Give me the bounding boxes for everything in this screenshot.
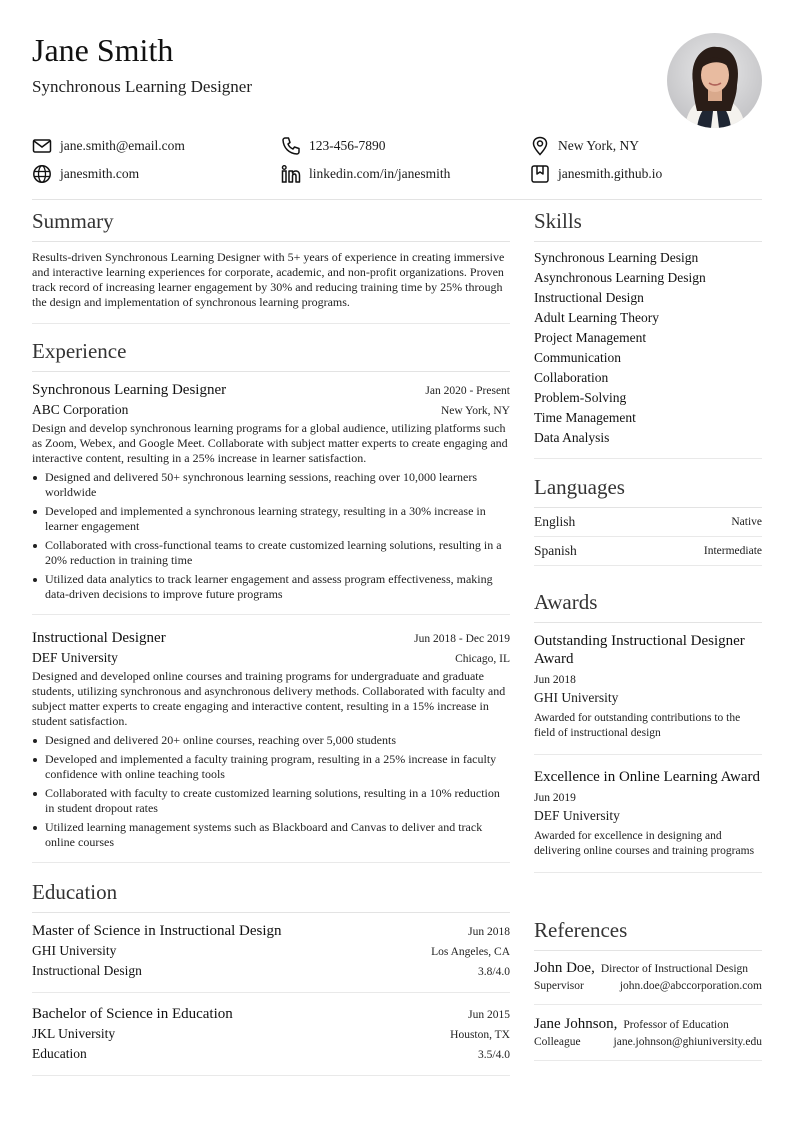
job-dates: Jan 2020 - Present (425, 385, 510, 397)
skill-item: Synchronous Learning Design (534, 250, 699, 265)
skill-item: Adult Learning Theory (534, 310, 659, 325)
field-of-study: Instructional Design (32, 963, 142, 978)
award-organization: DEF University (534, 808, 620, 823)
job-bullet: Developed and implemented a faculty training program, resulting in a 25% increase in faculty confidence with online teaching tools (32, 752, 510, 782)
skill-item: Communication (534, 350, 621, 365)
contact-linkedin-text: linkedin.com/in/janesmith (309, 166, 451, 181)
github-icon (530, 164, 550, 184)
resume-page (32, 0, 762, 1061)
job-company: DEF University (32, 650, 118, 665)
experience-entry (32, 628, 510, 863)
education-date: Jun 2015 (468, 1009, 510, 1021)
contact-location-text: New York, NY (558, 138, 640, 153)
mail-icon (32, 136, 52, 156)
candidate-title: Synchronous Learning Designer (32, 77, 253, 96)
contact-website[interactable] (32, 162, 139, 186)
job-bullet: Utilized learning management systems such as Blackboard and Canvas to deliver and track online courses (32, 820, 510, 850)
education-rule (32, 912, 510, 913)
language-level: Intermediate (703, 545, 762, 557)
awards-heading: Awards (534, 590, 598, 614)
language-name: English (534, 514, 576, 529)
experience-rule (32, 371, 510, 372)
job-bullets (32, 733, 510, 850)
skill-item: Project Management (534, 330, 647, 345)
skill-item: Asynchronous Learning Design (534, 270, 706, 285)
gpa: 3.8/4.0 (478, 966, 510, 978)
education-section (32, 879, 510, 1061)
language-level: Native (731, 516, 762, 528)
degree: Bachelor of Science in Education (32, 1006, 233, 1022)
languages-heading: Languages (534, 475, 625, 499)
job-location: Chicago, IL (455, 653, 510, 665)
languages-section (534, 474, 762, 566)
reference-relation: Supervisor (534, 980, 584, 992)
reference-relation: Colleague (534, 1036, 581, 1048)
contact-github-text: janesmith.github.io (558, 166, 663, 181)
job-dates: Jun 2018 - Dec 2019 (414, 633, 510, 645)
job-role: Synchronous Learning Designer (32, 382, 227, 398)
job-company: ABC Corporation (32, 402, 129, 417)
skill-item: Time Management (534, 410, 636, 425)
job-bullet: Developed and implemented a synchronous learning strategy, resulting in a 30% increase in learner engagement (32, 504, 510, 534)
language-name: Spanish (534, 543, 577, 558)
candidate-name: Jane Smith (32, 32, 174, 68)
award-entry (534, 632, 762, 755)
job-bullet: Collaborated with cross-functional teams to create customized learning solutions, resulting in a 20% reduction in training time (32, 538, 510, 568)
language-row (534, 537, 762, 566)
skills-heading: Skills (534, 209, 582, 233)
contact-website-text: janesmith.com (60, 166, 140, 181)
linkedin-icon (281, 164, 301, 184)
school: GHI University (32, 943, 117, 958)
reference-position: Director of Instructional Design (600, 963, 749, 975)
skill-item: Data Analysis (534, 430, 610, 445)
education-entry (32, 1004, 510, 1076)
education-date: Jun 2018 (468, 926, 510, 938)
reference-position: Professor of Education (623, 1019, 729, 1031)
job-bullet: Collaborated with faculty to create customized learning solutions, resulting in a 10% reduction in student dropout rates (32, 786, 510, 816)
award-title: Excellence in Online Learning Award (534, 769, 761, 785)
award-date: Jun 2018 (534, 674, 576, 686)
skill-item: Collaboration (534, 370, 609, 385)
contact-github[interactable] (530, 162, 662, 186)
references-rule (534, 950, 762, 951)
job-description: Design and develop synchronous learning programs for a global audience, utilizing platforms such as Zoom, Webex, and Google Meet. Collaborate with subject matter experts to create engaging and interactive content, resulting in a 25% increase in learner satisfaction. (32, 421, 508, 465)
contact-phone-text: 123-456-7890 (309, 138, 386, 153)
skills-list (534, 248, 762, 459)
job-bullet: Designed and delivered 20+ online courses, reaching over 5,000 students (32, 733, 510, 748)
profile-photo (667, 33, 762, 128)
reference-entry (534, 1015, 762, 1061)
reference-name: Jane Johnson, (534, 1016, 618, 1032)
job-bullets (32, 470, 510, 602)
experience-entry (32, 380, 510, 615)
reference-name: John Doe, (534, 960, 595, 976)
degree: Master of Science in Instructional Design (32, 923, 282, 939)
resume-header (32, 0, 762, 200)
school-location: Houston, TX (450, 1029, 510, 1041)
contact-location (530, 134, 639, 158)
school: JKL University (32, 1026, 116, 1041)
summary-rule (32, 241, 510, 242)
award-description: Awarded for outstanding contributions to the field of instructional design (534, 712, 741, 739)
summary-heading: Summary (32, 209, 114, 233)
references-heading: References (534, 918, 628, 942)
reference-email[interactable]: jane.johnson@ghiuniversity.edu (613, 1036, 762, 1048)
summary-text: Results-driven Synchronous Learning Designer with 5+ years of experience in creating immersive and interactive learning experiences for corporate, academic, and non-profit organizations. Proven track record of increasing learner engagement by 30% and reducing training time by 25% through the design and implementation of synchronous learning programs. (32, 250, 510, 324)
reference-email[interactable]: john.doe@abccorporation.com (619, 980, 762, 992)
language-row (534, 508, 762, 537)
skill-item: Instructional Design (534, 290, 644, 305)
contact-email[interactable] (32, 134, 185, 158)
phone-icon (281, 136, 301, 156)
reference-entry (534, 959, 762, 1005)
skill-item: Problem-Solving (534, 390, 627, 405)
awards-rule (534, 622, 762, 623)
job-bullet: Utilized data analytics to track learner engagement and assess program effectiveness, making data-driven decisions to improve future programs (32, 572, 510, 602)
education-heading: Education (32, 880, 118, 904)
award-title: Outstanding Instructional Designer Award (534, 633, 745, 667)
contact-email-text: jane.smith@email.com (60, 138, 185, 153)
award-date: Jun 2019 (534, 792, 576, 804)
education-entry (32, 921, 510, 993)
field-of-study: Education (32, 1046, 87, 1061)
job-location: New York, NY (440, 405, 510, 417)
experience-heading: Experience (32, 339, 127, 363)
contact-phone[interactable] (281, 134, 386, 158)
contact-linkedin[interactable] (281, 162, 450, 186)
globe-icon (32, 164, 52, 184)
award-description: Awarded for excellence in designing and delivering online courses and training programs (534, 830, 755, 857)
awards-section (534, 589, 762, 873)
skills-rule (534, 241, 762, 242)
job-bullet: Designed and delivered 50+ synchronous learning sessions, reaching over 10,000 learners worldwide (32, 470, 510, 500)
location-pin-icon (530, 136, 550, 156)
experience-section (32, 338, 510, 849)
job-role: Instructional Designer (32, 630, 166, 646)
job-description: Designed and developed online courses and training programs for undergraduate and graduate students, utilizing synchronous and asynchronous delivery methods. Collaborated with faculty and subject matter experts to create engaging and interactive content, resulting in a 15% increase in student satisfaction. (32, 669, 506, 728)
school-location: Los Angeles, CA (431, 946, 510, 958)
award-organization: GHI University (534, 690, 619, 705)
award-entry (534, 768, 762, 873)
gpa: 3.5/4.0 (478, 1049, 510, 1061)
skills-section (534, 208, 762, 459)
summary-section (32, 208, 510, 324)
references-section (534, 917, 762, 1061)
